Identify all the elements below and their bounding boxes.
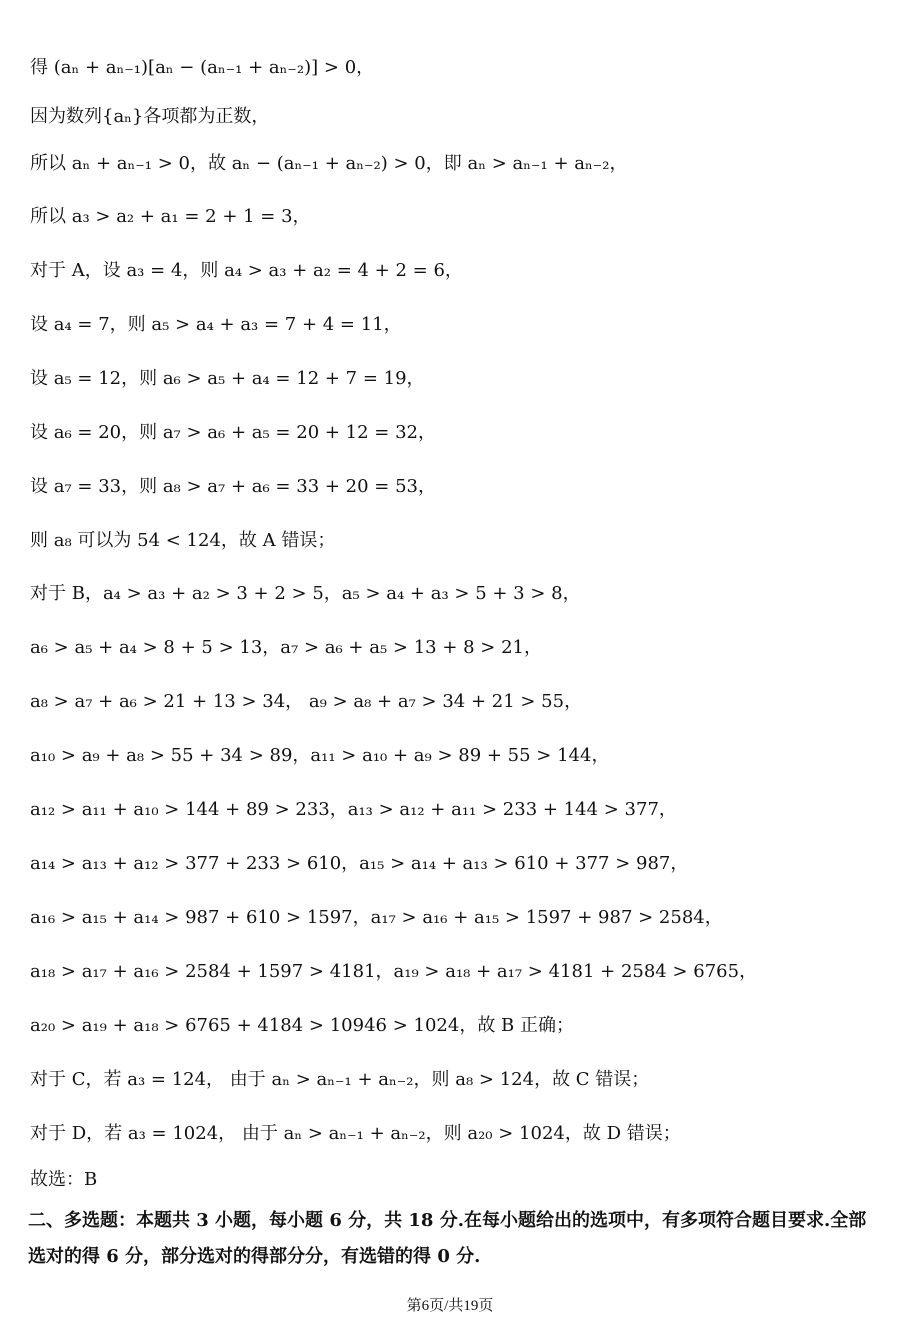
solution-line-4: 所以 a₃ > a₂ + a₁ = 2 + 1 = 3， <box>30 206 311 227</box>
solution-line-1: 得 (aₙ + aₙ₋₁)[aₙ − (aₙ₋₁ + aₙ₋₂)] > 0， <box>30 57 375 78</box>
answer-line: 故选：B <box>30 1169 98 1190</box>
solution-line-6: 设 a₄ = 7，则 a₅ > a₄ + a₃ = 7 + 4 = 11， <box>30 314 402 335</box>
solution-line-5: 对于 A，设 a₃ = 4，则 a₄ > a₃ + a₂ = 4 + 2 = 6， <box>30 260 463 281</box>
solution-line-15: a₁₂ > a₁₁ + a₁₀ > 144 + 89 > 233，a₁₃ > a₁₂ + a₁₁ > 233 + 144 > 377， <box>30 799 677 820</box>
solution-line-13: a₈ > a₇ + a₆ > 21 + 13 > 34， a₉ > a₈ + a₇ > 34 + 21 > 55， <box>30 691 583 712</box>
solution-line-8: 设 a₆ = 20，则 a₇ > a₆ + a₅ = 20 + 12 = 32， <box>30 422 437 443</box>
solution-line-14: a₁₀ > a₉ + a₈ > 55 + 34 > 89，a₁₁ > a₁₀ + a₉ > 89 + 55 > 144， <box>30 745 610 766</box>
section-heading: 二、多选题：本题共 3 小题，每小题 6 分，共 18 分.在每小题给出的选项中，有多项符合题目要求.全部选对的得 6 分，部分选对的得部分分，有选错的得 0 分. <box>28 1210 867 1267</box>
solution-line-3: 所以 aₙ + aₙ₋₁ > 0，故 aₙ − (aₙ₋₁ + aₙ₋₂) > 0，即 aₙ > aₙ₋₁ + aₙ₋₂， <box>30 153 628 174</box>
solution-line-18: a₁₈ > a₁₇ + a₁₆ > 2584 + 1597 > 4181，a₁₉ > a₁₈ + a₁₇ > 4181 + 2584 > 6765， <box>30 961 758 982</box>
solution-line-10: 则 a₈ 可以为 54 < 124，故 A 错误； <box>30 530 336 551</box>
solution-line-19: a₂₀ > a₁₉ + a₁₈ > 6765 + 4184 > 10946 > 1024，故 B 正确； <box>30 1015 574 1036</box>
page-number-footer: 第6页/共19页 <box>406 1298 494 1314</box>
solution-line-9: 设 a₇ = 33，则 a₈ > a₇ + a₆ = 33 + 20 = 53， <box>30 476 437 497</box>
solution-line-16: a₁₄ > a₁₃ + a₁₂ > 377 + 233 > 610，a₁₅ > a₁₄ + a₁₃ > 610 + 377 > 987， <box>30 853 689 874</box>
solution-line-7: 设 a₅ = 12，则 a₆ > a₅ + a₄ = 12 + 7 = 19， <box>30 368 425 389</box>
solution-line-11: 对于 B，a₄ > a₃ + a₂ > 3 + 2 > 5，a₅ > a₄ + a₃ > 5 + 3 > 8， <box>30 583 581 604</box>
solution-line-20: 对于 C，若 a₃ = 124， 由于 aₙ > aₙ₋₁ + aₙ₋₂，则 a₈ > 124，故 C 错误； <box>30 1069 650 1090</box>
solution-line-21: 对于 D，若 a₃ = 1024， 由于 aₙ > aₙ₋₁ + aₙ₋₂，则 a₂₀ > 1024，故 D 错误； <box>30 1123 681 1144</box>
solution-line-2: 因为数列{aₙ}各项都为正数， <box>30 106 270 127</box>
solution-line-17: a₁₆ > a₁₅ + a₁₄ > 987 + 610 > 1597，a₁₇ > a₁₆ + a₁₅ > 1597 + 987 > 2584， <box>30 907 723 928</box>
solution-line-12: a₆ > a₅ + a₄ > 8 + 5 > 13，a₇ > a₆ + a₅ > 13 + 8 > 21， <box>30 637 543 658</box>
